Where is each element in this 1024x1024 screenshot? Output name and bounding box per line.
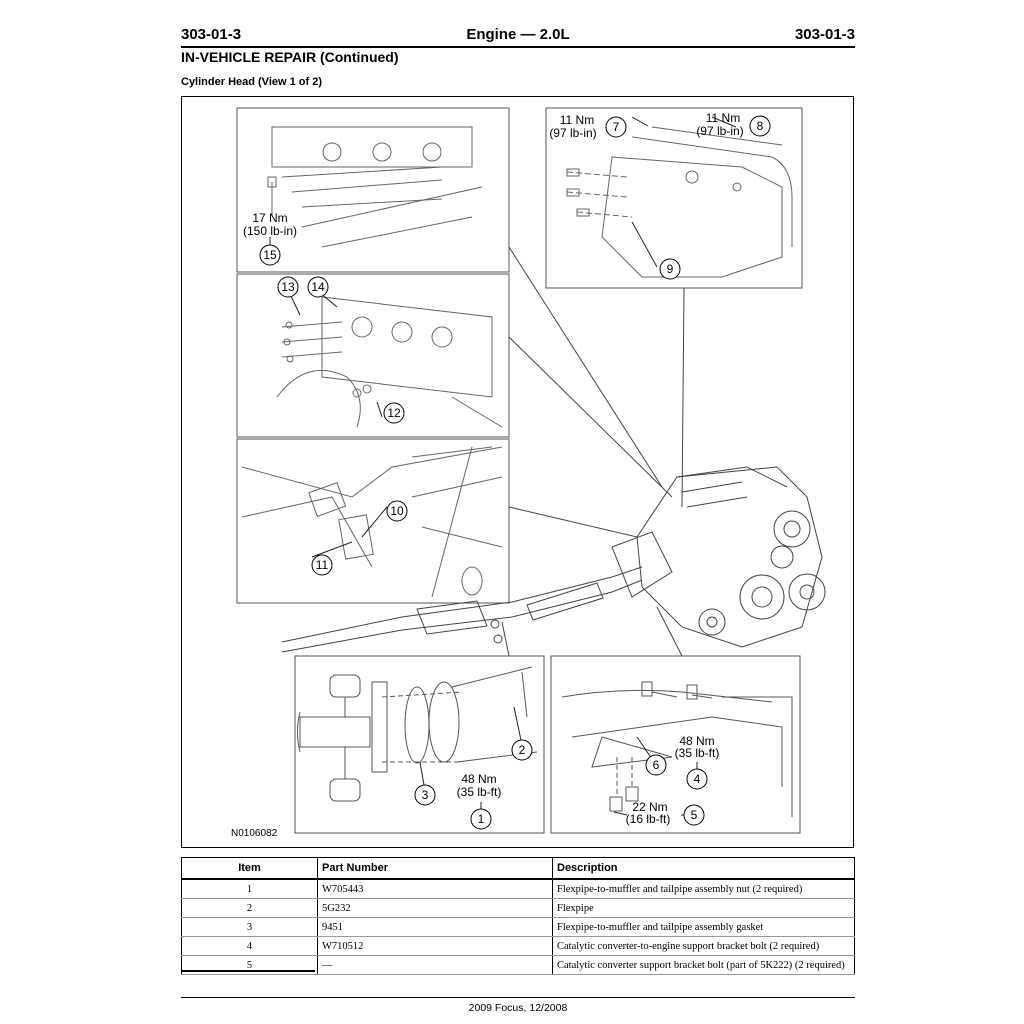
torque-spec-5-alt: (16 lb-ft) [625,812,671,826]
description-cell: Catalytic converter-to-engine support bracket bolt (2 required) [553,937,855,956]
callout-8-label: 8 [756,119,764,133]
subsection-title: Cylinder Head (View 1 of 2) [181,76,323,88]
exploded-view-figure [181,96,854,848]
item-cell: 2 [182,899,318,918]
torque-spec-7-alt: (97 lb-in) [549,126,597,140]
callout-10-label: 10 [390,504,404,518]
callout-3-label: 3 [421,788,429,802]
torque-spec-8: 11 Nm [705,111,741,125]
table-row [182,879,855,899]
callout-5-label: 5 [690,808,698,822]
callout-15-label: 15 [263,248,277,262]
item-cell: 4 [182,937,318,956]
column-header-description: Description [553,858,855,880]
torque-spec-4: 48 Nm [679,734,715,748]
callout-4-label: 4 [693,772,701,786]
torque-spec-5: 22 Nm [632,800,668,814]
part-number-cell: W705443 [318,879,553,899]
callout-13-label: 13 [281,280,295,294]
footer-divider [181,997,855,998]
torque-spec-15: 17 Nm [252,211,288,225]
part-number-cell: 9451 [318,918,553,937]
callout-11-label: 11 [315,558,329,572]
part-number-cell: — [318,956,553,975]
description-cell: Catalytic converter support bracket bolt (part of 5K222) (2 required) [553,956,855,975]
torque-spec-1: 48 Nm [461,772,497,786]
torque-spec-1-alt: (35 lb-ft) [456,785,502,799]
callout-9-label: 9 [666,262,674,276]
page-footer: 2009 Focus, 12/2008 [468,1002,568,1014]
item-cell: 5 [182,956,318,975]
parts-table-header-row [182,858,855,880]
part-number-cell: W710512 [318,937,553,956]
description-cell: Flexpipe-to-muffler and tailpipe assembly nut (2 required) [553,879,855,899]
torque-spec-8-alt: (97 lb-in) [696,124,744,138]
torque-spec-15-alt: (150 lb-in) [242,224,298,238]
engine-diagram-illustration [182,97,855,849]
callout-7-label: 7 [612,120,620,134]
torque-spec-4-alt: (35 lb-ft) [674,746,720,760]
callout-2-label: 2 [518,743,526,757]
item-cell: 3 [182,918,318,937]
callout-12-label: 12 [387,406,401,420]
callout-6-label: 6 [652,758,660,772]
page-title: Engine — 2.0L [466,26,570,43]
torque-spec-7: 11 Nm [559,113,595,127]
description-cell: Flexpipe-to-muffler and tailpipe assembly gasket [553,918,855,937]
column-header-item: Item [182,858,318,880]
parts-table [181,857,855,975]
callout-14-label: 14 [311,280,325,294]
header-divider [181,46,855,48]
page-header [181,26,855,44]
callout-1-label: 1 [477,812,485,826]
section-code-left: 303-01-3 [181,26,242,43]
column-header-part-number: Part Number [318,858,553,880]
part-number-cell: 5G232 [318,899,553,918]
section-code-right: 303-01-3 [794,26,855,43]
table-row [182,937,855,956]
table-bottom-rule [181,970,315,972]
section-title: IN-VEHICLE REPAIR (Continued) [181,49,399,65]
table-row [182,918,855,937]
table-row [182,899,855,918]
description-cell: Flexpipe [553,899,855,918]
item-cell: 1 [182,879,318,899]
figure-id: N0106082 [231,828,278,839]
